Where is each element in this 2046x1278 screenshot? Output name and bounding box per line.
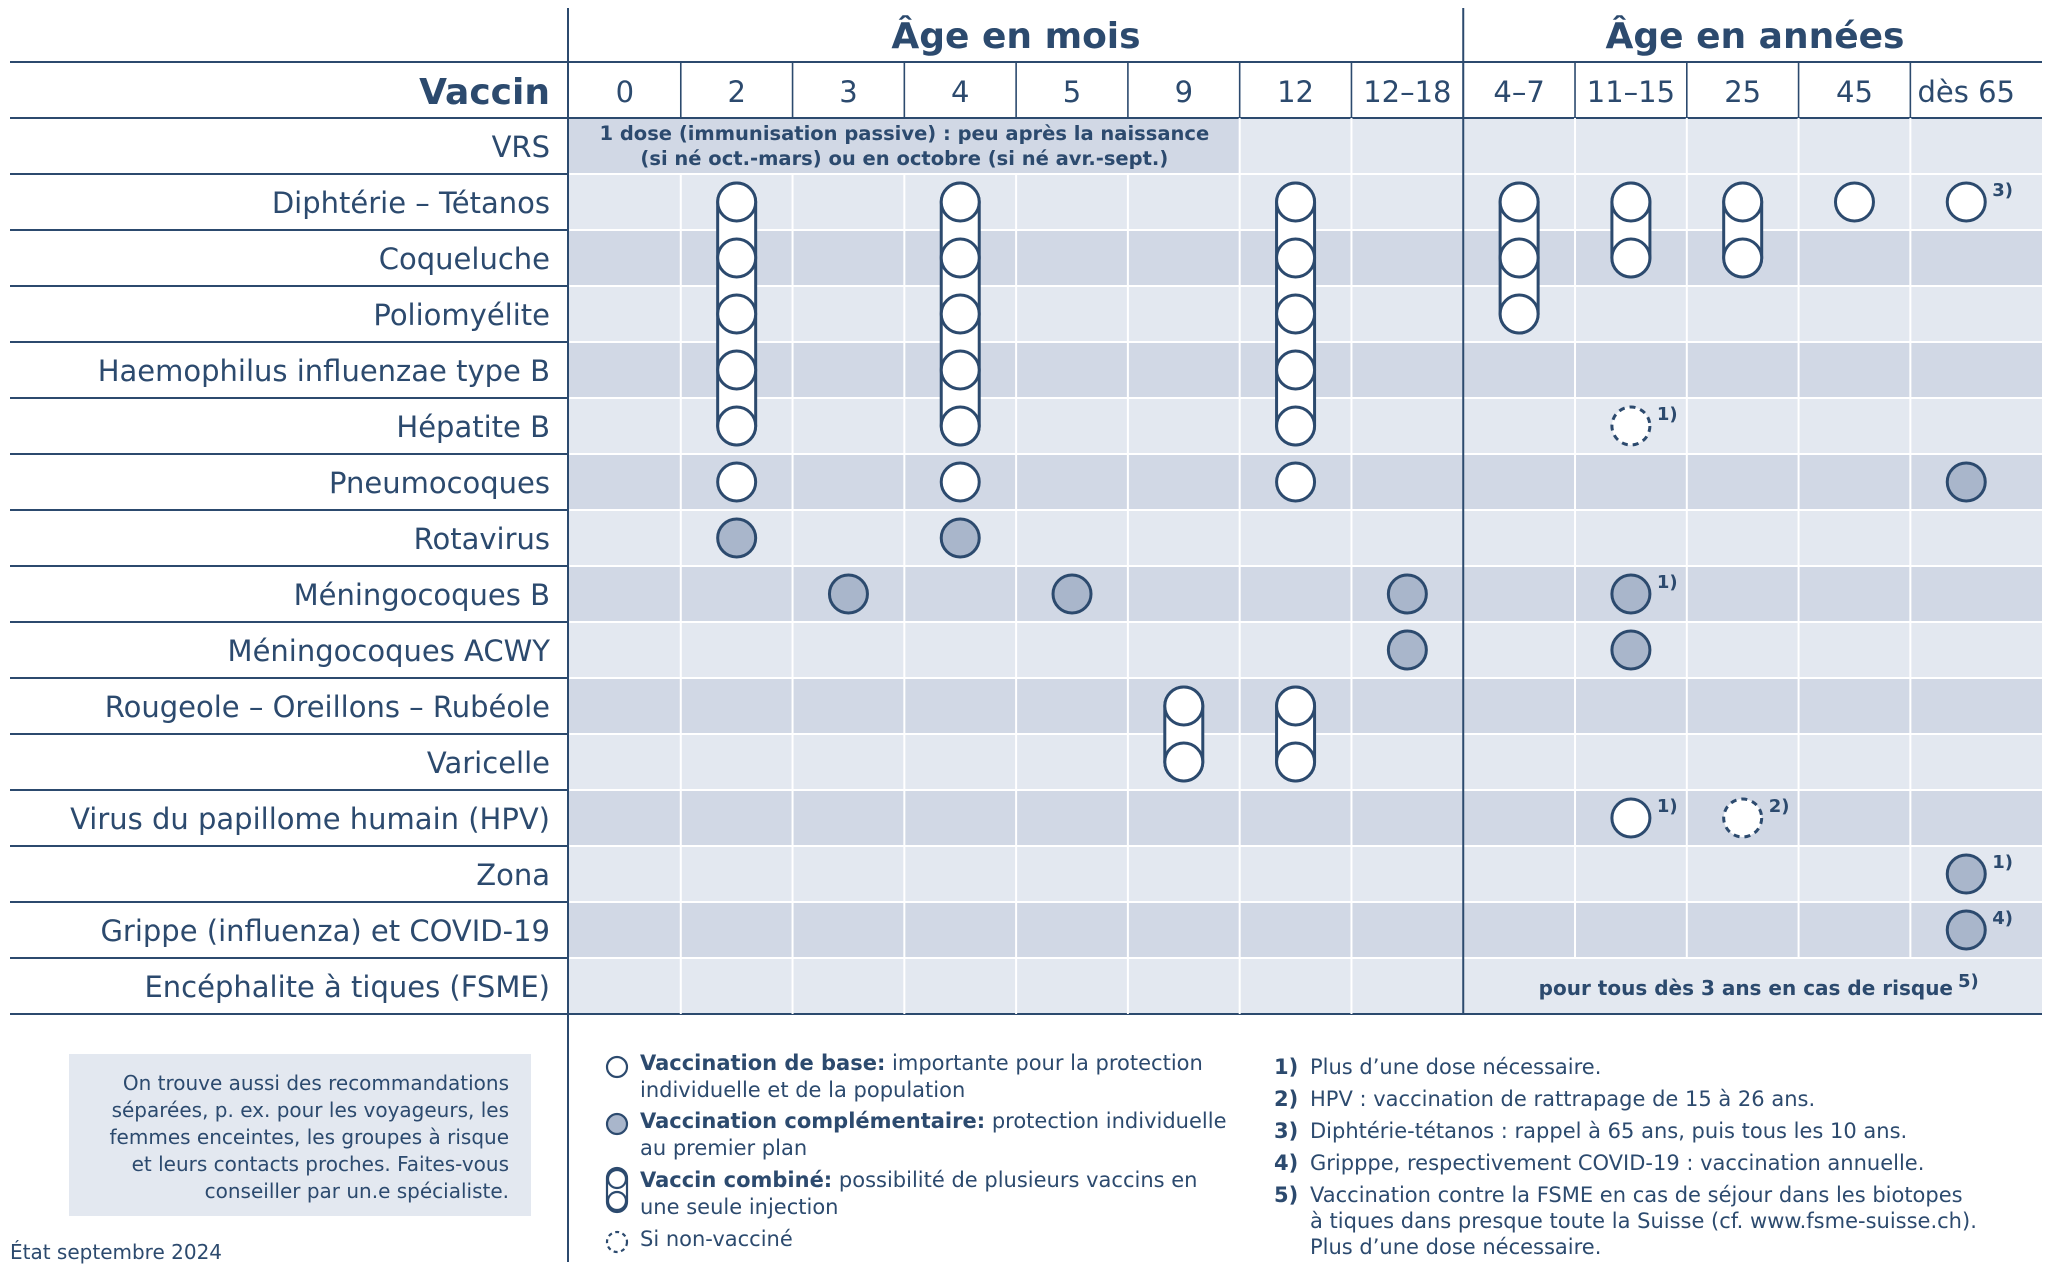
footnote-text: Gripppe, respectivement COVID-19 : vaccination annuelle. — [1310, 1151, 1925, 1175]
catch-up-dose-marker — [1612, 407, 1650, 445]
complementary-dose-marker — [829, 575, 867, 613]
age-column-label: 0 — [615, 75, 635, 109]
dose-footnote-marker: 1) — [1992, 852, 2014, 873]
base-dose-marker — [1612, 799, 1650, 837]
base-dose-marker — [718, 407, 756, 445]
legend-dashed-text: Si non-vacciné — [640, 1227, 793, 1251]
vaccine-label: Grippe (influenza) et COVID-19 — [100, 914, 550, 948]
base-dose-marker — [718, 351, 756, 389]
base-dose-marker — [1500, 295, 1538, 333]
complementary-dose-marker — [1388, 575, 1426, 613]
age-column-label: 5 — [1062, 75, 1082, 109]
base-dose-marker — [1500, 183, 1538, 221]
legend-combo-text: possibilité de plusieurs vaccins en une seule injection — [640, 1168, 1198, 1219]
base-dose-marker — [718, 463, 756, 501]
dashed-circle-icon — [604, 1229, 630, 1255]
base-vaccination-icon — [604, 1054, 630, 1080]
complementary-dose-marker — [941, 519, 979, 557]
vaccine-label: Coqueluche — [378, 242, 550, 276]
dose-footnote-marker: 1) — [1656, 796, 1678, 817]
base-dose-marker — [1612, 183, 1650, 221]
info-line: conseiller par un.e spécialiste. — [204, 1179, 509, 1203]
info-line: et leurs contacts proches. Faites-vous — [131, 1152, 509, 1176]
row-background — [569, 902, 2042, 958]
row-background — [569, 510, 2042, 566]
fsme-footnote-marker: 5) — [1958, 971, 1979, 992]
footnote-text: HPV : vaccination de rattrapage de 15 à 26 ans. — [1310, 1087, 1816, 1111]
age-column-label: 11–15 — [1586, 75, 1676, 109]
vaccine-label: Poliomyélite — [373, 298, 550, 332]
base-dose-marker — [941, 183, 979, 221]
dose-footnote-marker: 1) — [1656, 572, 1678, 593]
row-background — [569, 846, 2042, 902]
combined-vaccine-icon — [604, 1166, 630, 1214]
footnote-number: 1) — [1274, 1055, 1299, 1079]
dose-footnote-marker: 1) — [1656, 404, 1678, 425]
legend-base — [640, 1050, 1240, 1104]
info-line: séparées, p. ex. pour les voyageurs, les — [111, 1098, 509, 1122]
dose-footnote-marker: 3) — [1992, 180, 2014, 201]
footnote-number: 3) — [1274, 1119, 1299, 1143]
base-dose-marker — [1612, 239, 1650, 277]
base-dose-marker — [1277, 351, 1315, 389]
vaccine-label: Méningocoques B — [293, 578, 550, 612]
base-dose-marker — [1500, 239, 1538, 277]
vrs-note-text: (si né oct.-mars) ou en octobre (si né avr.-sept.) — [640, 147, 1169, 170]
base-dose-marker — [1724, 239, 1762, 277]
base-dose-marker — [941, 351, 979, 389]
vrs-rest-background — [1351, 118, 2042, 174]
base-dose-marker — [718, 183, 756, 221]
footnote-number: 4) — [1274, 1151, 1299, 1175]
vaccine-label: Pneumocoques — [329, 466, 550, 500]
age-column-label: 12 — [1277, 75, 1315, 109]
base-dose-marker — [941, 295, 979, 333]
base-dose-marker — [1835, 183, 1873, 221]
complementary-dose-marker — [718, 519, 756, 557]
vaccine-label: Varicelle — [426, 746, 550, 780]
complementary-dose-marker — [1053, 575, 1091, 613]
footnote-text-multiline — [1310, 1182, 2030, 1260]
dose-footnote-marker: 2) — [1768, 796, 1790, 817]
info-line: On trouve aussi des recommandations — [122, 1071, 509, 1095]
legend-combo-title: Vaccin combiné: — [640, 1168, 833, 1192]
vaccine-label: Rotavirus — [413, 522, 550, 556]
row-background — [569, 622, 2042, 678]
info-line: femmes enceintes, les groupes à risque — [109, 1125, 509, 1149]
complementary-dose-marker — [1388, 631, 1426, 669]
footnote-text: Plus d’une dose nécessaire. — [1310, 1055, 1602, 1079]
base-dose-marker — [1165, 687, 1203, 725]
base-dose-marker — [1277, 743, 1315, 781]
row-background — [569, 790, 2042, 846]
years-title: Âge en années — [1605, 16, 1905, 57]
months-title: Âge en mois — [891, 16, 1141, 57]
footnote-number: 5) — [1274, 1183, 1299, 1207]
legend-comp-text: protection individuelle au premier plan — [640, 1109, 1227, 1160]
state-date: État septembre 2024 — [10, 1240, 223, 1264]
footer-divider — [567, 1012, 569, 1262]
vaccine-label: Haemophilus influenzae type B — [97, 354, 550, 388]
legend-base-title: Vaccination de base: — [640, 1051, 886, 1075]
base-dose-marker — [1724, 183, 1762, 221]
vaccine-label: Virus du papillome humain (HPV) — [70, 802, 550, 836]
vrs-note-text: 1 dose (immunisation passive) : peu après la naissance — [599, 122, 1210, 145]
base-dose-marker — [1165, 743, 1203, 781]
footnote-text: Diphtérie-tétanos : rappel à 65 ans, puis tous les 10 ans. — [1310, 1119, 1908, 1143]
base-dose-marker — [1277, 183, 1315, 221]
legend-combined — [640, 1167, 1240, 1221]
age-column-label: 4 — [951, 75, 970, 109]
legend-dashed — [640, 1226, 1240, 1253]
age-column-label: dès 65 — [1917, 75, 2015, 109]
legend-base-text: importante pour la protection individuelle et de la population — [640, 1051, 1203, 1102]
base-dose-marker — [1277, 407, 1315, 445]
vaccine-label: VRS — [491, 130, 550, 164]
vaccine-column-header: Vaccin — [419, 72, 550, 113]
vaccine-label: Hépatite B — [396, 410, 550, 444]
complementary-dose-marker — [1612, 575, 1650, 613]
info-box — [69, 1054, 531, 1216]
legend-complementary — [640, 1108, 1240, 1162]
footnote-line: Vaccination contre la FSME en cas de séjour dans les biotopes — [1310, 1183, 1963, 1207]
vaccine-label: Rougeole – Oreillons – Rubéole — [104, 690, 550, 724]
age-column-label: 25 — [1724, 75, 1762, 109]
vaccine-label: Encéphalite à tiques (FSME) — [144, 970, 550, 1004]
footnote-number: 2) — [1274, 1087, 1299, 1111]
age-column-label: 2 — [727, 75, 746, 109]
complementary-vaccination-icon — [604, 1111, 630, 1137]
footnote-line: à tiques dans presque toute la Suisse (cf. www.fsme-suisse.ch). — [1310, 1209, 1977, 1233]
age-column-label: 4–7 — [1493, 75, 1545, 109]
complementary-dose-marker — [1947, 855, 1985, 893]
vaccine-label: Zona — [476, 858, 550, 892]
fsme-note-text: pour tous dès 3 ans en cas de risque — [1538, 976, 1953, 1000]
dose-footnote-marker: 4) — [1992, 908, 2014, 929]
age-column-label: 12–18 — [1363, 75, 1452, 109]
age-column-label: 45 — [1836, 75, 1873, 109]
base-dose-marker — [718, 239, 756, 277]
base-dose-marker — [1277, 239, 1315, 277]
age-column-label: 9 — [1174, 75, 1194, 109]
catch-up-dose-marker — [1724, 799, 1762, 837]
base-dose-marker — [1947, 183, 1985, 221]
complementary-dose-marker — [1612, 631, 1650, 669]
vrs-col12-background — [1240, 118, 1352, 174]
base-dose-marker — [1277, 687, 1315, 725]
base-dose-marker — [941, 239, 979, 277]
footnote-line: Plus d’une dose nécessaire. — [1310, 1235, 1602, 1259]
complementary-dose-marker — [1947, 911, 1985, 949]
row-background — [569, 566, 2042, 622]
base-dose-marker — [941, 407, 979, 445]
age-column-label: 3 — [839, 75, 858, 109]
base-dose-marker — [718, 295, 756, 333]
vaccine-label: Méningocoques ACWY — [227, 634, 550, 668]
complementary-dose-marker — [1947, 463, 1985, 501]
legend-comp-title: Vaccination complémentaire: — [640, 1109, 986, 1133]
vaccine-label: Diphtérie – Tétanos — [271, 186, 550, 220]
base-dose-marker — [941, 463, 979, 501]
base-dose-marker — [1277, 295, 1315, 333]
base-dose-marker — [1277, 463, 1315, 501]
